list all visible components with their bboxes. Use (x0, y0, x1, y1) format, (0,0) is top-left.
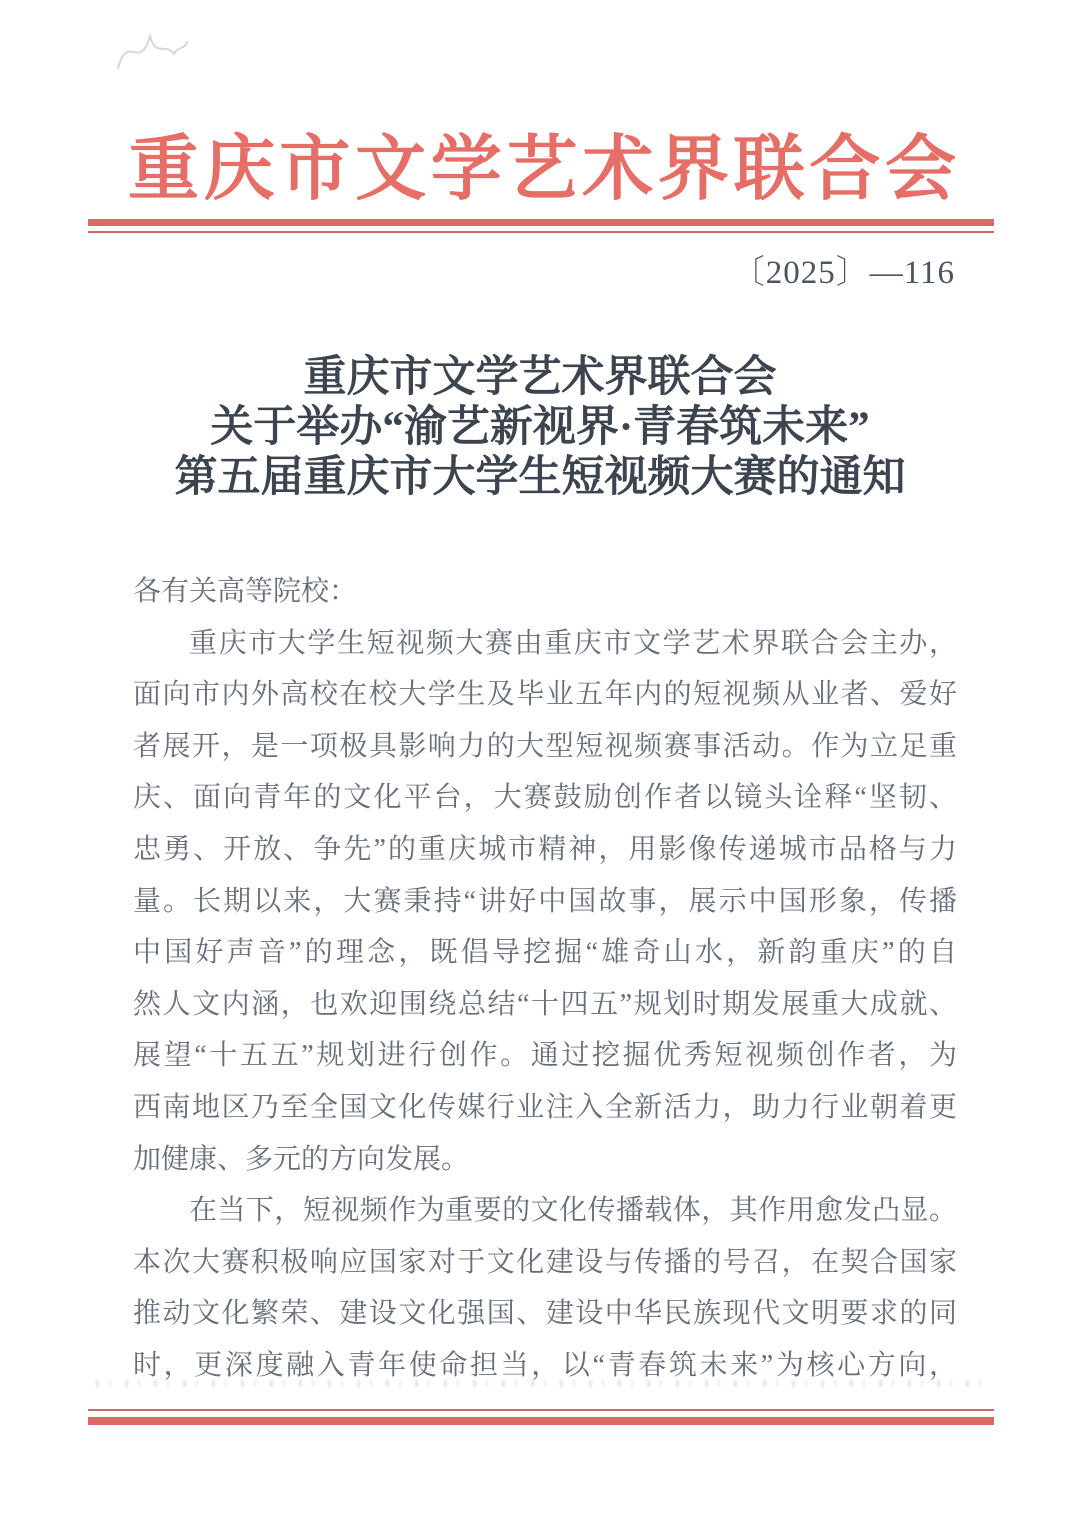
body-line: 在当下，短视频作为重要的文化传播载体，其作用愈发凸显。 (189, 1195, 957, 1227)
body-line: 西南地区乃至全国文化传媒行业注入全新活力，助力行业朝着更 (133, 1091, 957, 1123)
letterhead-rule-thick (88, 219, 994, 226)
footer-rule-thick (88, 1417, 994, 1425)
body-line: 本次大赛积极响应国家对于文化建设与传播的号召，在契合国家 (133, 1246, 957, 1278)
body-line: 庆、面向青年的文化平台，大赛鼓励创作者以镜头诠释“坚韧、 (133, 782, 957, 814)
bleed-through-strip (96, 1380, 984, 1387)
body-line: 忠勇、开放、争先”的重庆城市精神，用影像传递城市品格与力 (133, 833, 957, 865)
document-title-line: 重庆市文学艺术界联合会 (303, 354, 777, 401)
body-line: 时，更深度融入青年使命担当，以“青春筑未来”为核心方向， (133, 1349, 957, 1381)
body-line: 展望“十五五”规划进行创作。通过挖掘优秀短视频创作者，为 (133, 1040, 957, 1072)
body-line: 中国好声音”的理念，既倡导挖掘“雄奇山水，新韵重庆”的自 (133, 937, 957, 969)
body-line: 重庆市大学生短视频大赛由重庆市文学艺术界联合会主办， (189, 627, 957, 659)
body-line: 推动文化繁荣、建设文化强国、建设中华民族现代文明要求的同 (133, 1298, 957, 1330)
body-line: 者展开，是一项极具影响力的大型短视频赛事活动。作为立足重 (133, 730, 957, 762)
salutation: 各有关高等院校： (133, 576, 358, 607)
document-number: 〔2025〕—116 (731, 255, 955, 291)
document-title-line: 第五届重庆市大学生短视频大赛的通知 (174, 454, 906, 501)
scan-artifact-scribble (112, 20, 192, 80)
body-line: 面向市内外高校在校大学生及毕业五年内的短视频从业者、爱好 (133, 679, 957, 711)
body-line: 量。长期以来，大赛秉持“讲好中国故事，展示中国形象，传播 (133, 885, 957, 917)
letterhead-rule-thin (88, 231, 994, 233)
body-line: 然人文内涵，也欢迎围绕总结“十四五”规划时期发展重大成就、 (133, 988, 957, 1020)
document-body (133, 566, 957, 1392)
document-title (0, 353, 1080, 503)
body-line: 加健康、多元的方向发展。 (133, 1143, 470, 1175)
letterhead-org-name: 重庆市文学艺术界联合会 (128, 131, 956, 209)
footer-rule-thin (88, 1409, 994, 1411)
document-title-line: 关于举办“渝艺新视界·青春筑未来” (210, 404, 870, 451)
